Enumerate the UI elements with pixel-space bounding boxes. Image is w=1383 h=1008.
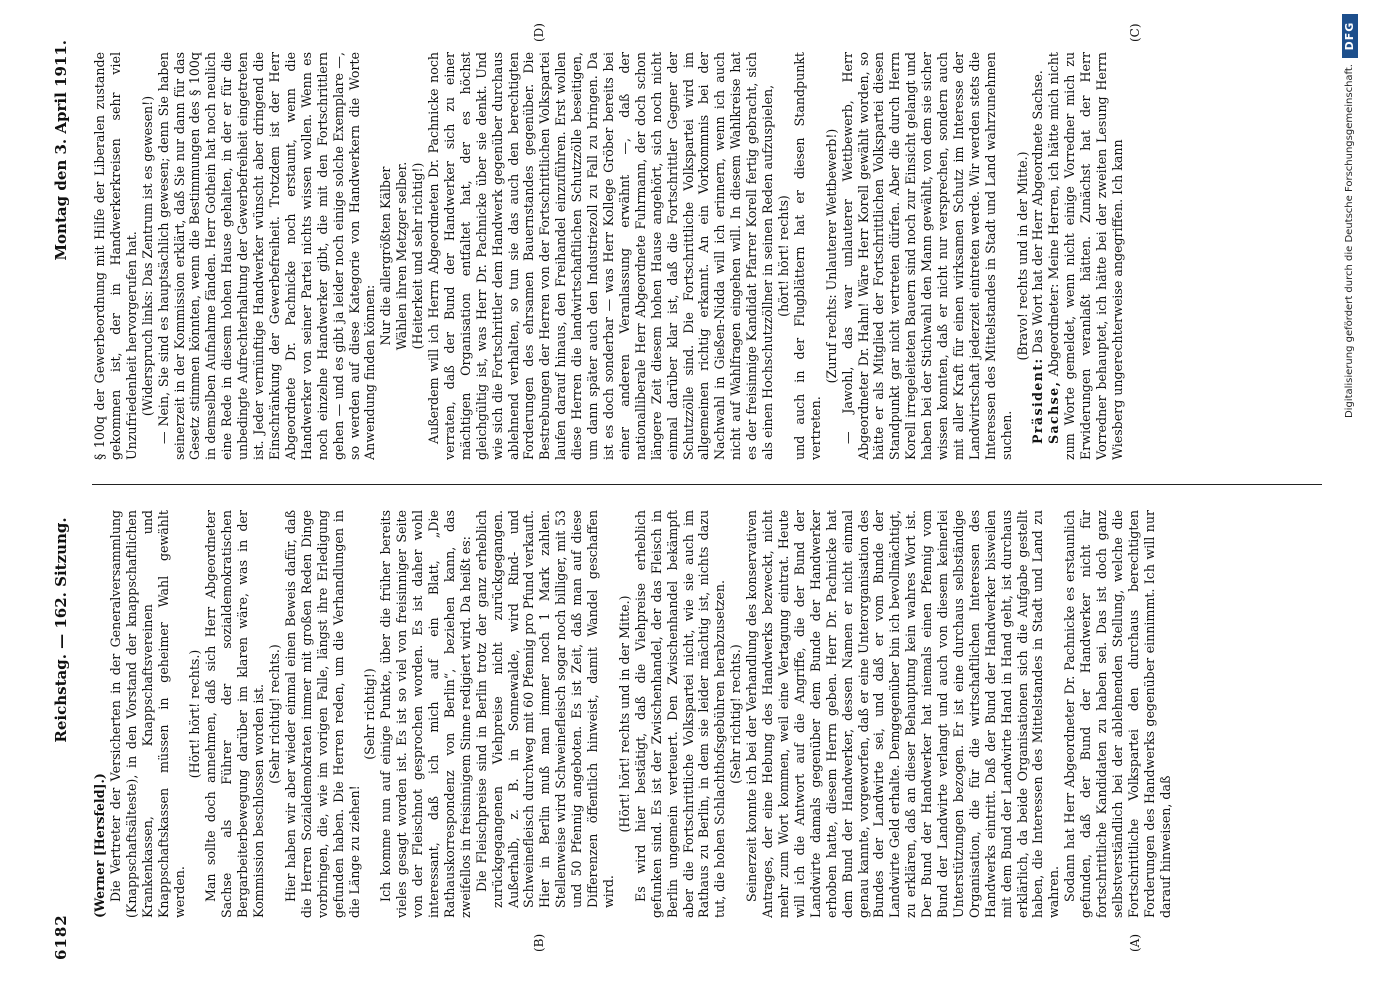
paragraph-text: Das Wort hat der Herr Abgeordnete Sachse. <box>1030 70 1046 354</box>
paragraph <box>1030 52 1046 460</box>
paragraph <box>1046 52 1126 460</box>
paragraph: § 100q der Gewerbeordnung mit Hilfe der Liberalen zustande gekommen ist, der in Handwerkerkreisen sehr viel Unzufriedenheit hervorgerufen hat. <box>92 52 139 460</box>
interjection: (hört! hört! rechts) <box>775 195 791 317</box>
right-column <box>92 52 1317 460</box>
paragraph: — Nein, Sie sind es hauptsächlich gewesen; denn Sie haben seinerzeit in der Kommission erklärt, daß Sie nur dann für das Gesetz stimmen könnten, wenn die Bestimmungen des § 100q in demselben Aufnahme fänden. Herr Gothein hat noch neulich eine Rede in diesem hohen Hause gehalten, in der er für die unbedingte Aufrechterhaltung der Gewerbefreiheit eingetreten ist. Jeder vernünftige Handwerker wünscht aber dringend die Einschränkung der Gewerbefreiheit. Trotzdem ist der Herr Abgeordnete Dr. Pachnicke noch erstaunt, wenn die Handwerker von seiner Partei nichts wissen wollen. Wenn es noch einzelne Handwerker gibt, die mit den Fortschrittlern gehen — und es gibt ja leider noch einige solche Exemplare —, so werden auf diese Kategorie von Handwerkern die Worte Anwendung finden können: <box>155 52 378 460</box>
margin-marker-c: (C) <box>1128 23 1142 42</box>
paragraph: Sodann hat Herr Abgeordneter Dr. Pachnicke es erstaunlich gefunden, daß der Bund der Handwerker nicht für fortschrittliche Kandidaten zu haben sei. Das ist doch ganz selbstverständlich bei der ablehnenden Stellung, welche die Fortschrittliche Volkspartei den durchaus berechtigten Forderungen des Handwerks gegenüber einnimmt. Ich will nur darauf hinweisen, daß <box>1062 510 1173 918</box>
paragraph: Ich komme nun auf einige Punkte, über die früher bereits vieles gesagt worden ist. Es ist so viel von freisinniger Seite von der Fleischnot gesprochen worden. Es ist daher wohl interessant, daß ich mich auf ein Blatt, „Die Rathauskorrespondenz von Berlin“, beziehen kann, das zweifellos in freisinnigem Sinne redigiert wird. Da heißt es: <box>378 510 473 918</box>
paragraph: — Jawohl, das war unlauterer Wettbewerb, Herr Abgeordneter Dr. Hahn! Wäre Herr Korell gewählt worden, so hätte er als Mitglied der Fortschrittlichen Volkspartei diesen Standpunkt gar nicht vertreten dürfen. Aber die durch Herrn Korell irregeleiteten Bauern sind noch zur Einsicht gelangt und haben bei der Stichwahl den Mann gewählt, von dem sie sicher wissen konnten, daß er nicht nur versprechen, sondern auch mit aller Kraft für einen wirksamen Schutz im Interesse der Landwirtschaft jederzeit eintreten werde. Wir werden stets die Interessen des Mittelstandes in Stadt und Land wahrzunehmen suchen. <box>839 52 1014 460</box>
interjection: (Sehr richtig! rechts.) <box>728 644 744 784</box>
left-column <box>92 510 1317 918</box>
interjection: (Zuruf rechts: Unlauterer Wettbewerb!) <box>823 128 839 384</box>
page-number: 6182 <box>52 914 70 960</box>
header-session-title: Reichstag. — 162. Sitzung. <box>52 517 70 743</box>
paragraph: Es wird hier bestätigt, daß die Viehpreise erheblich gefunken sind. Es ist der Zwischenhandel, der das Fleisch in Berlin ungemein verteuert. Den Zwischenhandel bekämpft aber die Fortschrittliche Volkspartei nicht, wie sie auch im Rathaus zu Berlin, in dem sie leider mächtig ist, nichts dazu tut, die hohen Schlachthofsgebühren herabzusetzen. <box>632 510 728 918</box>
margin-marker-a: (A) <box>1128 933 1142 952</box>
credit-text: Digitalisierung gefördert durch die Deutsche Forschungsgemeinschaft. <box>1344 64 1355 419</box>
dfg-logo: DFG <box>1342 14 1358 58</box>
paragraph: Hier haben wir aber wieder einmal einen Beweis dafür, daß die Herren Sozialdemokraten immer mit großen Reden Dinge vorbringen, die, wie im vorigen Falle, längst ihre Erledigung gefunden haben. Die Herren reden, um die Verhandlungen in die Länge zu ziehen! <box>282 510 362 918</box>
paragraph-text: Abgeordneter: Meine Herren, ich hätte mich nicht zum Worte gemeldet, wenn nicht einige Vorredner mich zu Erwiderungen veranlaßt hätten. Zunächst hat der Herr Vorredner behauptet, ich hätte bei der zweiten Lesung Herrn Wiesberg ungerechterweise angegriffen. Ich kann <box>1046 52 1125 460</box>
digitization-credit <box>1340 8 1364 1008</box>
interjection: (Sehr richtig! rechts.) <box>266 644 282 784</box>
margin-marker-d: (D) <box>532 23 546 42</box>
interjection: (Widerspruch links: Das Zentrum ist es gewesen!) <box>139 95 155 417</box>
paragraph: Die Vertreter der Versicherten in der Generalversammlung (Knappschaftsälteste), in den Vorstand der knappschaftlichen Krankenkassen, Knappschaftsvereinen und Knappschaftskassen müssen in geheimer Wahl gewählt werden. <box>107 510 187 918</box>
speaker-label: Präsident: <box>1030 357 1046 444</box>
interjection: (Hört! hört! rechts und in der Mitte.) <box>616 595 632 833</box>
paragraph: Außerdem will ich Herrn Abgeordneten Dr. Pachnicke noch verraten, daß der Bund der Handwerker sich zu einer mächtigen Organisation entfaltet hat, der es höchst gleichgültig ist, was Herr Dr. Pachnicke über sie denkt. Und wie sich die Fortschrittler dem Handwerk gegenüber durchaus ablehnend verhalten, so tun sie das auch den berechtigten Forderungen des ehrsamen Bauernstandes gegenüber. Die Bestrebungen der Herren von der Fortschrittlichen Volkspartei laufen darauf hinaus, den Freihandel einzuführen. Erst wollen diese Herren die landwirtschaftlichen Schutzzölle beseitigen, um dann später auch den Industriezoll zu Fall zu bringen. Da ist es doch sonderbar — was Herr Kollege Gröber bereits bei einer anderen Veranlassung erwähnt —, daß der nationalliberale Herr Abgeordnete Fuhrmann, der doch schon längere Zeit diesem hohen Hause angehört, sich noch nicht einmal darüber klar ist, daß die Fortschrittler Gegner der Schutzzölle sind. Die Fortschrittliche Volkspartei wird im allgemeinen richtig erkannt. An ein Vorkommnis bei der Nachwahl in Gießen-Nidda will ich erinnern, wenn ich auch nicht auf Wahlfragen eingehen will. In diesem Wahlkreise hat es der freisinnige Kandidat Pfarrer Korell fertig gebracht, sich als einen Hochschutzzöllner in seinen Reden aufzuspielen, <box>426 52 776 460</box>
interjection: (Hört! hört! rechts.) <box>187 649 203 779</box>
verse-line: Wählen ihren Metzger selber. <box>394 161 410 351</box>
header-date: Montag den 3. April 1911. <box>52 40 70 261</box>
column-divider <box>92 484 1322 485</box>
margin-marker-b: (B) <box>532 933 546 952</box>
paragraph: Seinerzeit konnte ich bei der Verhandlung des konservativen Antrages, der eine Hebung des Handwerks bezweckt, nicht mehr zum Wort kommen, weil eine Vertagung eintrat. Heute will ich die Antwort auf die Angriffe, die der Bund der Landwirte damals gegenüber dem Bunde der Handwerker erhoben hatte, diesem Herrn geben. Herr Dr. Pachnicke hat dem Bund der Handwerker, dessen Namen er nicht einmal genau kannte, vorgeworfen, daß er eine Unterorganisation des Bundes der Landwirte sei, und daß er vom Bunde der Landwirte Geld erhalte. Demgegenüber bin ich bevollmächtigt, zu erklären, daß an dieser Behauptung kein wahres Wort ist. Der Bund der Handwerker hat niemals einen Pfennig vom Bund der Landwirte verlangt und auch von diesem keinerlei Unterstützungen bezogen. Er ist eine durchaus selbständige Organisation, die für die wirtschaftlichen Interessen des Handwerks eintritt. Daß der Bund der Handwerker bisweilen mit dem Bund der Landwirte Hand in Hand geht, ist durchaus erklärlich, da beide Organisationen sich die Aufgabe gestellt haben, die Interessen des Mittelstandes in Stadt und Land zu wahren. <box>744 510 1062 918</box>
paragraph: und auch in der Flugblättern hat er diesen Standpunkt vertreten. <box>791 52 823 460</box>
interjection: (Sehr richtig!) <box>362 668 378 760</box>
interjection: (Heiterkeit und sehr richtig!) <box>410 162 426 350</box>
interjection: (Bravo! rechts und in der Mitte.) <box>1014 151 1030 361</box>
quotation: Die Fleischpreise sind in Berlin trotz der ganz erheblich zurückgegangenen Viehpreise nicht zurückgegangen. Außerhalb, z. B. in Sonnewalde, wird Rind- und Schweinefleisch durchweg mit 60 Pfennig pro Pfund verkauft. Hier in Berlin muß man immer noch 1 Mark zahlen. Stellenweise wird Schweinefleisch sogar noch billiger, mit 53 und 50 Pfennig angeboten. Es ist Zeit, daß man auf diese Differenzen öffentlich hinweist, damit Wandel geschaffen wird. <box>473 510 616 908</box>
verse-line: Nur die allergrößten Kälber <box>378 166 394 346</box>
page-header <box>52 40 86 960</box>
paragraph: Man sollte doch annehmen, daß sich Herr Abgeordneter Sachse als Führer der sozialdemokratischen Bergarbeiterbewegung darüber im klaren wäre, was in der Kommission beschlossen worden ist. <box>203 510 267 918</box>
speaker-label: Sachse, <box>1046 380 1062 444</box>
speaker-tag: (Werner [Hersfeld].) <box>92 773 107 918</box>
